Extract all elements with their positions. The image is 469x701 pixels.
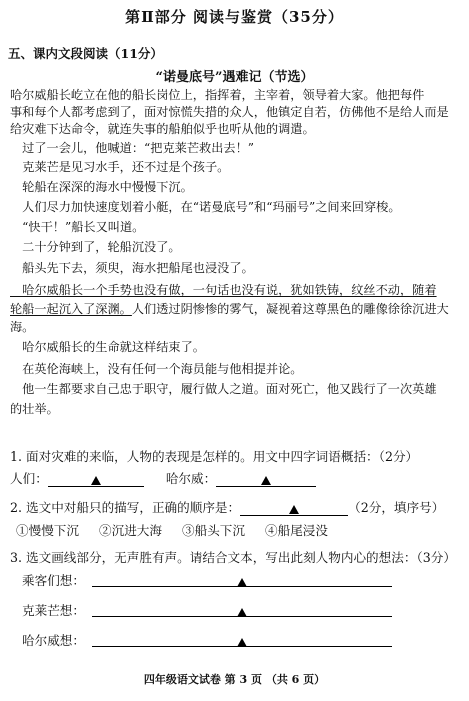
harvey-label: 哈尔威： (165, 471, 217, 486)
passage-line: 轮船在深深的海水中慢慢下沉。 (10, 180, 193, 194)
passage-title: “诺曼底号”遇难记（节选） (155, 70, 314, 85)
answer-blank-order[interactable] (240, 501, 348, 516)
part-title: 第Ⅱ部分 阅读与鉴赏（35分） (125, 8, 344, 26)
clement-label: 克莱芒想： (22, 603, 85, 618)
passage-line: 给灾难下达命令，就连失事的船舶似乎也听从他的调遣。 (10, 122, 315, 136)
passage-line: “快干！”船长又叫道。 (10, 220, 145, 234)
triangle-marker-icon (289, 505, 299, 514)
passage-line: 哈尔威船长的生命就这样结束了。 (10, 340, 205, 354)
triangle-marker-icon (261, 476, 271, 485)
question-1-answers (10, 468, 316, 487)
people-label: 人们： (10, 471, 48, 486)
triangle-marker-icon (91, 476, 101, 485)
passengers-label: 乘客们想： (22, 573, 85, 588)
passage-line: 二十分钟到了，轮船沉没了。 (10, 240, 181, 254)
passage-line: 人们尽力加快速度划着小艇，在“诺曼底号”和“玛丽号”之间来回穿梭。 (10, 200, 401, 214)
answer-line-clement[interactable] (92, 616, 392, 617)
passage-line: 的壮举。 (10, 402, 59, 416)
answer-line-passengers[interactable] (92, 586, 392, 587)
plain-segment: 人们透过阴惨惨的雾气，凝视着这尊黑色的雕像徐徐沉进大 (131, 302, 449, 316)
option-4: ④船尾浸没 (265, 523, 328, 538)
underlined-segment: 轮船一起沉入了深渊。 (10, 302, 132, 316)
question-2-prompt: 2. 选文中对船只的描写，正确的顺序是： (10, 500, 241, 515)
passage-line: 事和每个人都考虑到了，面对惊慌失措的众人，他镇定自若，仿佛他不是给人而是 (10, 105, 449, 119)
option-3: ③船头下沉 (182, 523, 245, 538)
passage-line: 哈尔威船长屹立在他的船长岗位上，指挥着，主宰着，领导着大家。他把每件 (10, 88, 425, 102)
passage-line: 克莱芒是见习水手，还不过是个孩子。 (10, 160, 230, 174)
question-1: 1. 面对灾难的来临，人物的表现是怎样的。用文中四字词语概括：（2分） (10, 449, 419, 464)
passage-line: 船头先下去，须臾，海水把船尾也浸没了。 (10, 261, 254, 275)
question-2 (10, 497, 444, 516)
triangle-marker-icon (237, 608, 247, 617)
section-heading: 五、课内文段阅读（11分） (8, 46, 163, 61)
triangle-marker-icon (237, 578, 247, 587)
harvey-thought-label: 哈尔威想： (22, 633, 85, 648)
option-1: ①慢慢下沉 (16, 523, 79, 538)
question-3: 3. 选文画线部分，无声胜有声。请结合文本，写出此刻人物内心的想法：（3分） (10, 550, 456, 565)
passage-line-underlined (10, 302, 450, 317)
passage-line-underlined: 哈尔威船长一个手势也没有做，一句话也没有说，犹如铁铸，纹丝不动，随着 (10, 283, 437, 297)
answer-blank-people[interactable] (48, 472, 144, 487)
question-2-options (16, 520, 328, 539)
triangle-marker-icon (237, 638, 247, 647)
passage-line: 过了一会儿，他喊道：“把克莱芒救出去！” (10, 141, 255, 155)
page-footer: 四年级语文试卷 第 3 页 （共 6 页） (143, 673, 326, 686)
passage-line: 海。 (10, 320, 35, 334)
answer-blank-harvey[interactable] (216, 472, 316, 487)
question-2-note: （2分，填序号） (348, 500, 445, 515)
option-2: ②沉进大海 (99, 523, 162, 538)
passage-line: 在英伦海峡上，没有任何一个海员能与他相提并论。 (10, 362, 303, 376)
answer-line-harvey[interactable] (92, 646, 392, 647)
passage-line: 他一生都要求自己忠于职守，履行做人之道。面对死亡，他又践行了一次英雄 (10, 382, 437, 396)
